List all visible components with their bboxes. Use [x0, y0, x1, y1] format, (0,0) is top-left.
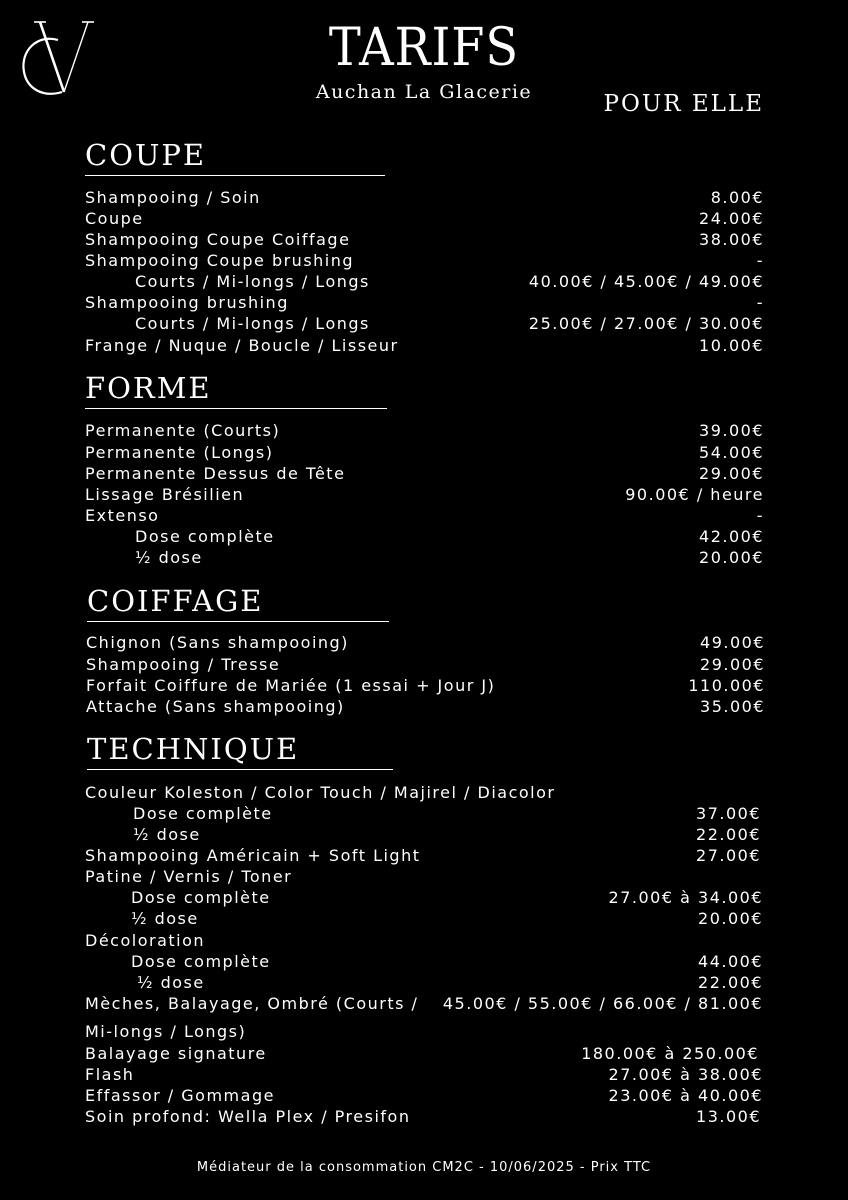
service-price: 22.00€ — [698, 973, 763, 992]
price-row — [85, 908, 763, 929]
service-label: ½ dose — [135, 548, 203, 567]
section-title-forme: FORME — [85, 370, 387, 409]
salon-location: Auchan La Glacerie — [315, 81, 533, 103]
service-price: 25.00€ / 27.00€ / 30.00€ — [528, 314, 764, 333]
price-row — [85, 526, 764, 547]
service-label: Mèches, Balayage, Ombré (Courts / — [85, 994, 419, 1013]
section-title-coupe: COUPE — [85, 137, 385, 176]
price-row — [86, 696, 765, 717]
price-row — [85, 313, 764, 334]
price-row — [85, 187, 764, 208]
price-row — [85, 951, 763, 972]
service-price: 45.00€ / 55.00€ / 66.00€ / 81.00€ — [442, 994, 763, 1013]
service-label: Dose complète — [131, 888, 271, 907]
price-row — [85, 208, 764, 229]
service-price: 27.00€ à 38.00€ — [608, 1065, 763, 1084]
service-price: 24.00€ — [699, 209, 764, 228]
service-label: Flash — [85, 1065, 135, 1084]
service-price: 29.00€ — [699, 464, 764, 483]
price-row — [85, 866, 764, 887]
service-label: Effassor / Gommage — [85, 1086, 275, 1105]
price-row — [85, 1085, 763, 1106]
service-price: 8.00€ — [710, 188, 764, 207]
service-label: Forfait Coiffure de Mariée (1 essai + Jour J) — [86, 676, 496, 695]
section-title-coiffage: COIFFAGE — [87, 583, 389, 622]
price-row — [85, 271, 764, 292]
price-row — [85, 1106, 761, 1127]
footer-legal-note: Médiateur de la consommation CM2C - 10/06/2025 - Prix TTC — [196, 1160, 652, 1175]
service-price: 180.00€ à 250.00€ — [581, 1044, 759, 1063]
service-label: Patine / Vernis / Toner — [85, 867, 293, 886]
service-label: Chignon (Sans shampooing) — [86, 633, 349, 652]
section-title-technique: TECHNIQUE — [87, 731, 393, 770]
service-label: Shampooing / Tresse — [86, 655, 281, 674]
service-label: Soin profond: Wella Plex / Presifon — [85, 1107, 411, 1126]
price-row — [86, 654, 765, 675]
service-price: 27.00€ — [696, 846, 761, 865]
service-price: 23.00€ à 40.00€ — [608, 1086, 763, 1105]
price-row — [85, 420, 764, 441]
service-label: Shampooing / Soin — [85, 188, 261, 207]
service-price: 54.00€ — [699, 443, 764, 462]
service-label: Mi-longs / Longs) — [85, 1022, 247, 1041]
service-label: Shampooing brushing — [85, 293, 289, 312]
price-row — [85, 484, 764, 505]
service-price: 20.00€ — [698, 909, 763, 928]
price-row — [86, 632, 765, 653]
service-price: 13.00€ — [696, 1107, 761, 1126]
service-price: 49.00€ — [700, 633, 765, 652]
service-label: Décoloration — [85, 931, 206, 950]
service-label: Dose complète — [135, 527, 275, 546]
price-row — [85, 229, 764, 250]
audience-label: POUR ELLE — [603, 91, 764, 117]
service-label: Shampooing Coupe brushing — [85, 251, 355, 270]
service-label: Courts / Mi-longs / Longs — [135, 272, 370, 291]
price-row — [85, 442, 764, 463]
service-price: 29.00€ — [700, 655, 765, 674]
service-price: 27.00€ à 34.00€ — [608, 888, 763, 907]
service-label: Permanente Dessus de Tête — [85, 464, 346, 483]
price-row — [86, 675, 765, 696]
service-price: 110.00€ — [688, 676, 765, 695]
page-title: TARIFS — [328, 18, 520, 78]
price-row — [85, 993, 763, 1014]
price-row — [85, 1021, 764, 1042]
service-label: Balayage signature — [85, 1044, 267, 1063]
service-price: - — [756, 293, 764, 312]
price-row — [85, 782, 764, 803]
service-label: Couleur Koleston / Color Touch / Majirel / Diacolor — [85, 783, 556, 802]
service-label: Lissage Brésilien — [85, 485, 245, 504]
price-row — [85, 463, 764, 484]
service-price: 44.00€ — [698, 952, 763, 971]
service-label: Permanente (Longs) — [85, 443, 274, 462]
service-price: 39.00€ — [699, 421, 764, 440]
service-price: 22.00€ — [696, 825, 761, 844]
service-price: 35.00€ — [700, 697, 765, 716]
price-row — [85, 1064, 763, 1085]
service-price: - — [756, 506, 764, 525]
service-price: 38.00€ — [699, 230, 764, 249]
price-row — [85, 292, 764, 313]
service-label: Coupe — [85, 209, 144, 228]
service-label: ½ dose — [133, 825, 201, 844]
service-price: 20.00€ — [699, 548, 764, 567]
price-row — [85, 845, 761, 866]
service-label: Extenso — [85, 506, 160, 525]
service-price: 10.00€ — [699, 336, 764, 355]
price-row — [85, 335, 764, 356]
price-row — [85, 972, 763, 993]
service-label: Dose complète — [133, 804, 273, 823]
service-price: 90.00€ / heure — [625, 485, 764, 504]
price-row — [85, 250, 764, 271]
service-price: 40.00€ / 45.00€ / 49.00€ — [528, 272, 764, 291]
service-label: ½ dose — [137, 973, 205, 992]
service-label: Dose complète — [131, 952, 271, 971]
price-row — [85, 803, 761, 824]
service-label: ½ dose — [131, 909, 199, 928]
service-label: Attache (Sans shampooing) — [86, 697, 345, 716]
price-row — [85, 1043, 759, 1064]
service-price: 42.00€ — [699, 527, 764, 546]
price-row — [85, 547, 764, 568]
service-label: Permanente (Courts) — [85, 421, 281, 440]
service-label: Courts / Mi-longs / Longs — [135, 314, 370, 333]
service-label: Shampooing Américain + Soft Light — [85, 846, 421, 865]
service-label: Frange / Nuque / Boucle / Lisseur — [85, 336, 399, 355]
service-label: Shampooing Coupe Coiffage — [85, 230, 351, 249]
price-row — [85, 887, 763, 908]
service-price: 37.00€ — [696, 804, 761, 823]
price-row — [85, 505, 764, 526]
service-price: - — [756, 251, 764, 270]
price-row — [85, 824, 761, 845]
price-row — [85, 930, 764, 951]
